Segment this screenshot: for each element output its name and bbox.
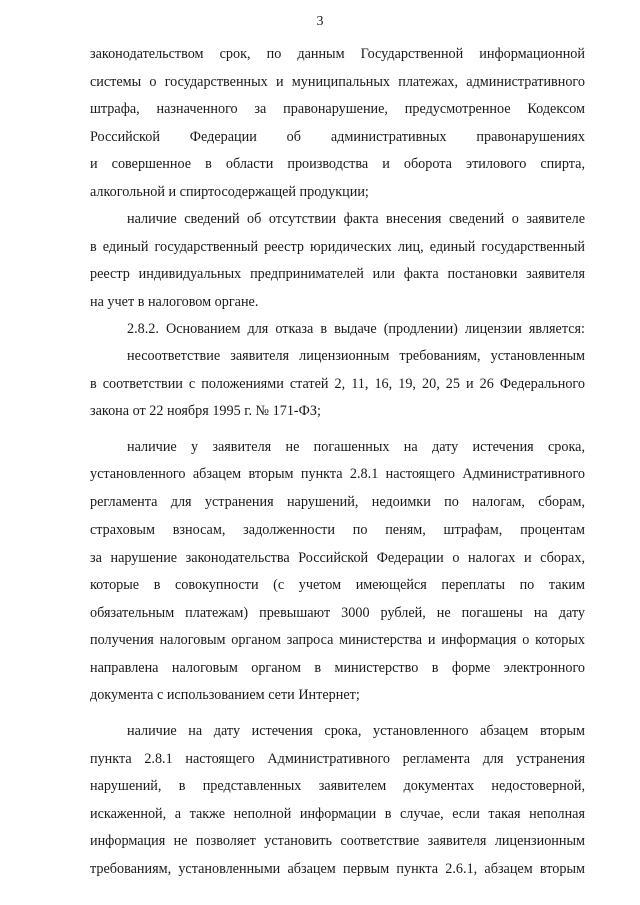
text-line: установленного абзацем вторым пункта 2.8.1 настоящего Административного <box>90 466 585 482</box>
text-line: штрафа, назначенного за правонарушение, предусмотренное Кодексом <box>90 101 585 117</box>
text-line: Российской Федерации об административных правонарушениях <box>90 129 585 145</box>
text-line: в соответствии с положениями статей 2, 11, 16, 19, 20, 25 и 26 Федерального <box>90 376 585 392</box>
text-line: в единый государственный реестр юридических лиц, единый государственный <box>90 239 585 255</box>
text-line: системы о государственных и муниципальных платежах, административного <box>90 74 585 90</box>
text-line: наличие на дату истечения срока, установленного абзацем вторым <box>127 723 585 739</box>
text-line: на учет в налоговом органе. <box>90 294 259 310</box>
section-heading: 2.8.2. Основанием для отказа в выдаче (продлении) лицензии является: <box>127 321 585 337</box>
text-line: страховым взносам, задолженности по пеням, штрафам, процентам <box>90 522 585 538</box>
text-line: наличие сведений об отсутствии факта внесения сведений о заявителе <box>127 211 585 227</box>
text-line: за нарушение законодательства Российской Федерации о налогах и сборах, <box>90 550 585 566</box>
text-line: нарушений, в представленных заявителем документах недостоверной, <box>90 778 585 794</box>
text-line: требованиям, установленными абзацем первым пункта 2.6.1, абзацем вторым <box>90 861 585 877</box>
text-line: обязательным платежам) превышают 3000 рублей, не погашены на дату <box>90 605 585 621</box>
text-line: наличие у заявителя не погашенных на дату истечения срока, <box>127 439 585 455</box>
text-line: получения налоговым органом запроса министерства и информация о которых <box>90 632 585 648</box>
text-line: регламента для устранения нарушений, недоимки по налогам, сборам, <box>90 494 585 510</box>
text-line: документа с использованием сети Интернет; <box>90 687 360 703</box>
text-line: и совершенное в области производства и оборота этилового спирта, <box>90 156 585 172</box>
page-number: 3 <box>316 14 324 29</box>
text-line: несоответствие заявителя лицензионным требованиям, установленным <box>127 348 585 364</box>
text-line: информация не позволяет установить соответствие заявителя лицензионным <box>90 833 585 849</box>
text-line: искаженной, а также неполной информации в случае, если такая неполная <box>90 806 585 822</box>
text-line: направлена налоговым органом в министерство в форме электронного <box>90 660 585 676</box>
text-line: закона от 22 ноября 1995 г. № 171-ФЗ; <box>90 403 321 419</box>
text-line: законодательством срок, по данным Государственной информационной <box>90 46 585 62</box>
text-line: пункта 2.8.1 настоящего Административного регламента для устранения <box>90 751 585 767</box>
text-line: которые в совокупности (с учетом имеющейся переплаты по таким <box>90 577 585 593</box>
text-line: алкогольной и спиртосодержащей продукции; <box>90 184 369 200</box>
text-line: реестр индивидуальных предпринимателей или факта постановки заявителя <box>90 266 585 282</box>
